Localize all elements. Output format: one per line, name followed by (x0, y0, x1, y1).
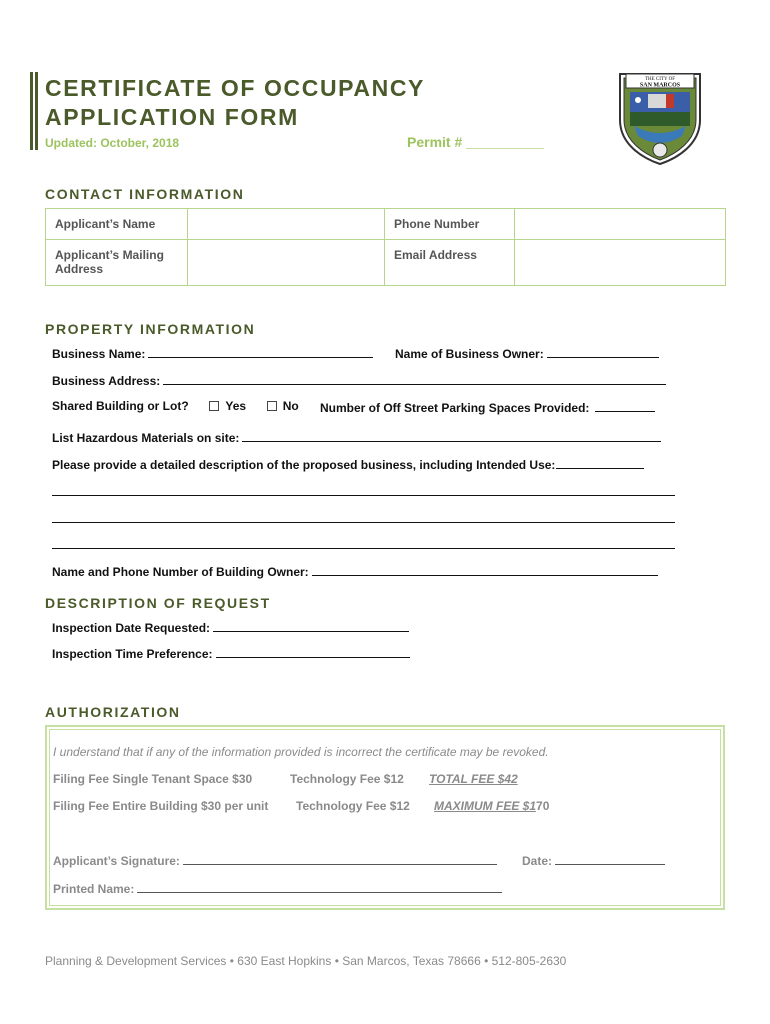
signature-line[interactable] (183, 852, 497, 865)
technology-fee-single: Technology Fee $12 (290, 772, 404, 786)
inspection-date-label: Inspection Date Requested: (52, 621, 211, 635)
description-row (52, 456, 644, 472)
updated-date: Updated: October, 2018 (45, 136, 180, 150)
inspection-time-row (52, 645, 410, 661)
date-row (522, 852, 665, 868)
business-name-row (52, 345, 373, 361)
contact-heading: CONTACT INFORMATION (45, 186, 245, 202)
request-heading: DESCRIPTION OF REQUEST (45, 595, 271, 611)
shared-building-row (52, 399, 299, 413)
business-owner-row (395, 345, 659, 361)
form-title: CERTIFICATE OF OCCUPANCY APPLICATION FORM (45, 75, 425, 130)
printed-name-line[interactable] (137, 880, 502, 893)
svg-text:THE CITY OF: THE CITY OF (644, 77, 676, 82)
maximum-fee: MAXIMUM FEE $170 (434, 799, 550, 813)
building-owner-line[interactable] (312, 563, 658, 576)
hazardous-line[interactable] (242, 429, 661, 442)
title-accent-bars (30, 72, 38, 150)
total-fee: TOTAL FEE $42 (429, 772, 518, 786)
contact-table (45, 208, 726, 286)
parking-label: Number of Off Street Parking Spaces Provided: (320, 401, 590, 415)
description-line-4[interactable] (52, 548, 675, 549)
shared-no-label: No (282, 399, 299, 413)
city-seal-logo (614, 70, 706, 166)
business-owner-label: Name of Business Owner: (395, 347, 544, 361)
building-owner-row (52, 563, 658, 579)
phone-label: Phone Number (385, 209, 515, 240)
footer-contact: Planning & Development Services • 630 East Hopkins • San Marcos, Texas 78666 • 512-805-2630 (45, 954, 567, 968)
printed-name-label: Printed Name: (53, 882, 135, 896)
business-address-line[interactable] (163, 372, 666, 385)
permit-number-field[interactable]: Permit # __________ (407, 134, 544, 150)
description-line-3[interactable] (52, 522, 675, 523)
hazardous-row (52, 429, 661, 445)
mailing-address-label: Applicant’s Mailing Address (46, 240, 188, 286)
description-label: Please provide a detailed description of the proposed business, including Intended Use: (52, 458, 556, 472)
date-line[interactable] (555, 852, 665, 865)
email-input[interactable] (515, 240, 726, 286)
signature-row (53, 852, 497, 868)
mailing-address-input[interactable] (188, 240, 385, 286)
svg-text:SAN MARCOS: SAN MARCOS (639, 82, 681, 89)
description-line[interactable] (556, 456, 644, 469)
authorization-statement: I understand that if any of the information provided is incorrect the certificate may be revoked. (53, 745, 549, 759)
email-label: Email Address (385, 240, 515, 286)
description-line-2[interactable] (52, 495, 675, 496)
building-owner-label: Name and Phone Number of Building Owner: (52, 565, 309, 579)
inspection-date-line[interactable] (213, 619, 409, 632)
business-name-line[interactable] (148, 345, 373, 358)
parking-row (320, 399, 655, 415)
filing-fee-single: Filing Fee Single Tenant Space $30 (53, 772, 253, 786)
business-owner-line[interactable] (547, 345, 659, 358)
printed-name-row (53, 880, 502, 896)
business-address-label: Business Address: (52, 374, 161, 388)
inspection-time-label: Inspection Time Preference: (52, 647, 213, 661)
phone-input[interactable] (515, 209, 726, 240)
shared-yes-checkbox[interactable] (209, 401, 219, 411)
filing-fee-building: Filing Fee Entire Building $30 per unit (53, 799, 269, 813)
parking-line[interactable] (595, 399, 655, 412)
date-label: Date: (522, 854, 553, 868)
authorization-heading: AUTHORIZATION (45, 704, 181, 720)
applicant-name-label: Applicant’s Name (46, 209, 188, 240)
inspection-date-row (52, 619, 409, 635)
business-name-label: Business Name: (52, 347, 146, 361)
applicant-name-input[interactable] (188, 209, 385, 240)
hazardous-label: List Hazardous Materials on site: (52, 431, 240, 445)
shared-no-checkbox[interactable] (267, 401, 277, 411)
signature-label: Applicant’s Signature: (53, 854, 180, 868)
shared-yes-label: Yes (225, 399, 247, 413)
shared-building-label: Shared Building or Lot? (52, 399, 189, 413)
inspection-time-line[interactable] (216, 645, 410, 658)
technology-fee-building: Technology Fee $12 (296, 799, 410, 813)
business-address-row (52, 372, 666, 388)
property-heading: PROPERTY INFORMATION (45, 321, 256, 337)
